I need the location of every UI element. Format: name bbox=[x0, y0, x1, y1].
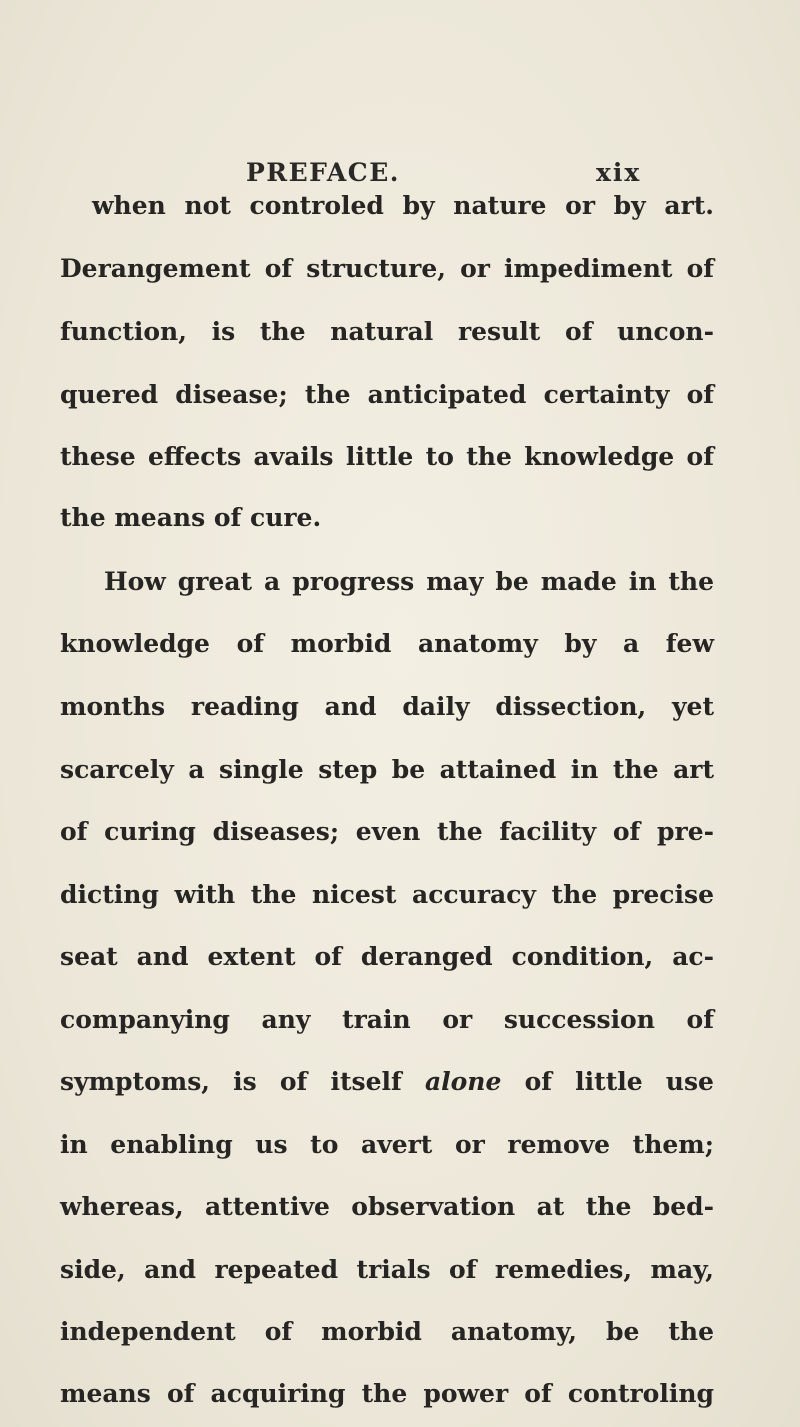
line-text: dicting with the nicest accuracy the precise bbox=[60, 880, 714, 909]
running-head: PREFACE. bbox=[246, 158, 400, 187]
page-number: xix bbox=[596, 158, 642, 187]
line-text-part: of little use bbox=[524, 1067, 714, 1096]
line-text: seat and extent of deranged condition, ac- bbox=[60, 942, 714, 971]
line-text-with-italic bbox=[60, 1062, 714, 1102]
line-text: the means of cure. bbox=[60, 503, 322, 532]
line-text: Derangement of structure, or impediment of bbox=[60, 254, 714, 283]
line-text: independent of morbid anatomy, be the bbox=[60, 1317, 714, 1346]
text-line-13 bbox=[0, 937, 800, 977]
line-text: function, is the natural result of uncon- bbox=[60, 317, 714, 346]
text-line-20 bbox=[0, 1374, 800, 1414]
line-text: companying any train or succession of bbox=[60, 1005, 714, 1034]
line-text: quered disease; the anticipated certainty of bbox=[60, 380, 714, 409]
text-line-5 bbox=[0, 437, 800, 477]
text-line-15 bbox=[0, 1062, 800, 1102]
text-line-7 bbox=[0, 562, 800, 602]
text-line-17 bbox=[0, 1187, 800, 1227]
line-text: means of acquiring the power of controling bbox=[60, 1379, 714, 1408]
text-line-19 bbox=[0, 1312, 800, 1352]
text-line-9 bbox=[0, 687, 800, 727]
text-line-18 bbox=[0, 1250, 800, 1290]
text-line-8 bbox=[0, 624, 800, 664]
text-line-10 bbox=[0, 750, 800, 790]
text-line-1 bbox=[0, 186, 800, 226]
line-text: side, and repeated trials of remedies, may, bbox=[60, 1255, 714, 1284]
text-line-3 bbox=[0, 312, 800, 352]
text-line-6 bbox=[0, 498, 800, 538]
line-text: whereas, attentive observation at the bed- bbox=[60, 1192, 714, 1221]
text-line-16 bbox=[0, 1125, 800, 1165]
line-text: knowledge of morbid anatomy by a few bbox=[60, 629, 714, 658]
line-text: these effects avails little to the knowledge of bbox=[60, 442, 714, 471]
line-text-part: symptoms, is of itself bbox=[60, 1067, 402, 1096]
line-text: months reading and daily dissection, yet bbox=[60, 692, 714, 721]
text-line-2 bbox=[0, 249, 800, 289]
line-text: How great a progress may be made in the bbox=[104, 567, 714, 596]
text-line-14 bbox=[0, 1000, 800, 1040]
line-text: when not controled by nature or by art. bbox=[92, 191, 714, 220]
italic-word: alone bbox=[424, 1067, 502, 1096]
text-line-11 bbox=[0, 812, 800, 852]
line-text: scarcely a single step be attained in the art bbox=[60, 755, 714, 784]
line-text: in enabling us to avert or remove them; bbox=[60, 1130, 714, 1159]
line-text: of curing diseases; even the facility of pre- bbox=[60, 817, 714, 846]
text-line-12 bbox=[0, 875, 800, 915]
text-line-4 bbox=[0, 375, 800, 415]
